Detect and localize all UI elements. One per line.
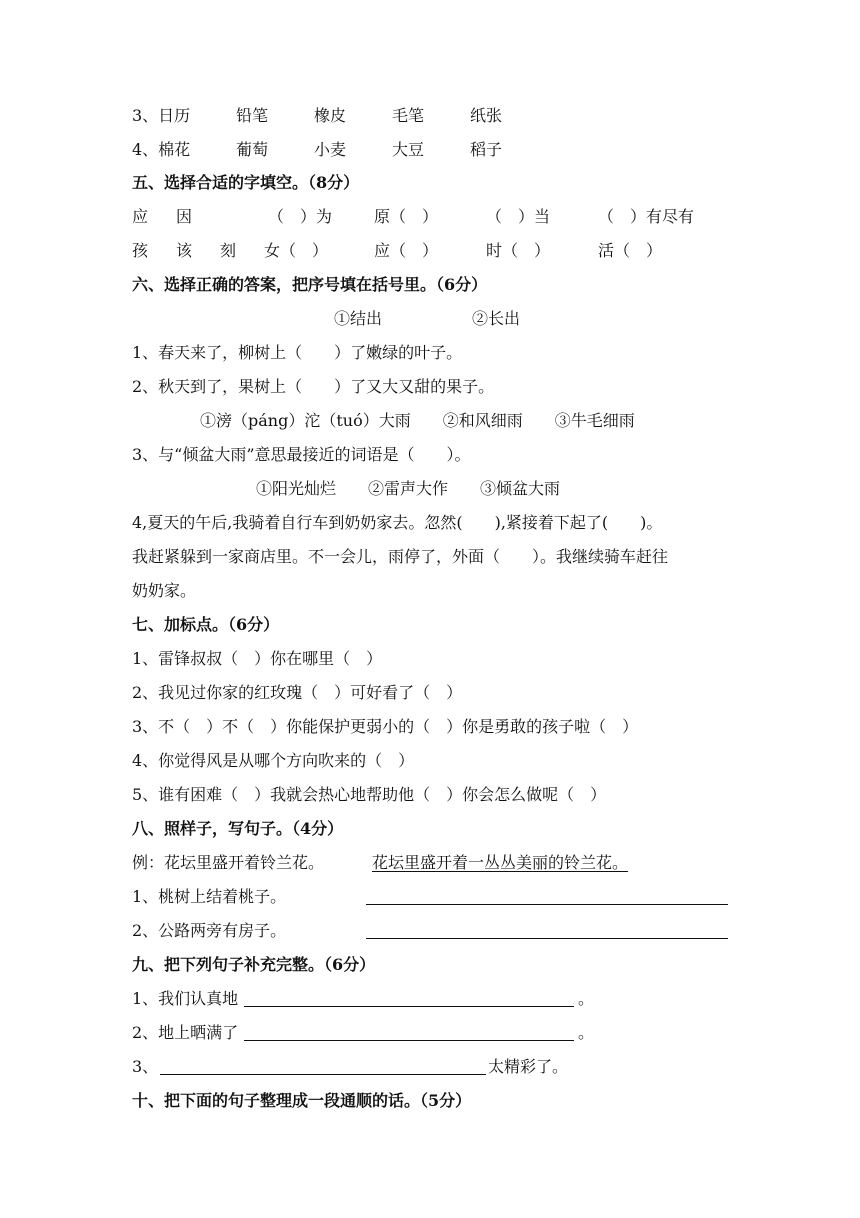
q4-row4-word-1: 4、棉花 [132,140,191,159]
q5-blank-wei: （ ）为 [268,207,333,226]
q4-row4-word-4: 大豆 [392,140,425,159]
q6-option-2: ②长出 [472,309,521,328]
q6-heading: 六、选择正确的答案，把序号填在括号里。（6分） [132,275,488,294]
q9-item-2-prefix: 2、地上晒满了 [132,1023,239,1042]
q4-row4-word-3: 小麦 [314,140,347,159]
q4-row4-word-5: 稻子 [470,140,503,159]
q5-blank-dang: （ ）当 [486,207,551,226]
q8-item-2-answer-line[interactable] [366,938,728,939]
q7-item-5: 5、谁有困难（ ）我就会热心地帮助他（ ）你会怎么做呢（ ） [132,785,607,804]
q7-heading: 七、加标点。（6分） [132,615,280,634]
q8-heading: 八、照样子，写句子。（4分） [132,819,344,838]
q4-row3-word-4: 毛笔 [392,106,425,125]
q9-item-2-answer-line[interactable] [244,1040,574,1041]
q7-item-4: 4、你觉得风是从哪个方向吹来的（ ） [132,751,415,770]
q9-item-3-suffix: 太精彩了。 [488,1057,569,1076]
q6-sentence-3: 3、与“倾盆大雨”意思最接近的词语是（ ）。 [132,445,471,464]
q8-item-1: 1、桃树上结着桃子。 [132,887,287,906]
q4-row3-word-1: 3、日历 [132,106,191,125]
q10-heading: 十、把下面的句子整理成一段通顺的话。（5分） [132,1091,472,1110]
q4-row4-word-2: 葡萄 [236,140,269,159]
q9-item-3-answer-line[interactable] [160,1074,486,1075]
q9-item-1-answer-line[interactable] [244,1006,574,1007]
q5-char-ke: 刻 [220,241,237,260]
q6-sentence-2: 2、秋天到了，果树上（ ）了又大又甜的果子。 [132,377,495,396]
q5-blank-huo: 活（ ） [598,241,663,260]
q8-item-2: 2、公路两旁有房子。 [132,921,287,940]
q6-sentence-4-line-2: 我赶紧躲到一家商店里。不一会儿，雨停了，外面（ ）。我继续骑车赶往 [132,547,669,566]
q8-item-1-answer-line[interactable] [366,904,728,905]
q5-blank-youjin: （ ）有尽有 [598,207,695,226]
q7-item-2: 2、我见过你家的红玫瑰（ ）可好看了（ ） [132,683,463,702]
q4-row3-word-2: 铅笔 [236,106,269,125]
q6-option-1: ①结出 [334,309,383,328]
q7-item-1: 1、雷锋叔叔（ ）你在哪里（ ） [132,649,383,668]
q5-blank-yuan: 原（ ） [374,207,439,226]
q8-example-label: 例：花坛里盛开着铃兰花。 [132,853,325,872]
q9-item-1-suffix: 。 [578,989,595,1008]
q6-options-rain: ①滂（páng）沱（tuó）大雨 ②和风细雨 ③牛毛细雨 [200,411,635,430]
q5-blank-shi: 时（ ） [486,241,551,260]
q5-char-gai: 该 [176,241,193,260]
q5-char-hai: 孩 [132,241,149,260]
q5-blank-ying: 应（ ） [374,241,439,260]
q6-sentence-4-line-3: 奶奶家。 [132,581,197,600]
q5-char-ying: 应 [132,207,149,226]
q9-item-3-prefix: 3、 [132,1057,159,1076]
q4-row3-word-5: 纸张 [470,106,503,125]
q4-row3-word-3: 橡皮 [314,106,347,125]
q6-sentence-1: 1、春天来了，柳树上（ ）了嫩绿的叶子。 [132,343,463,362]
q8-example-answer: 花坛里盛开着一丛丛美丽的铃兰花。 [372,853,629,872]
q5-heading: 五、选择合适的字填空。（8分） [132,173,360,192]
q9-item-1-prefix: 1、我们认真地 [132,989,239,1008]
q5-char-yin: 因 [176,207,193,226]
q7-item-3: 3、不（ ）不（ ）你能保护更弱小的（ ）你是勇敢的孩子啦（ ） [132,717,639,736]
q6-options-weather: ①阳光灿烂 ②雷声大作 ③倾盆大雨 [256,479,561,498]
q5-blank-nv: 女（ ） [264,241,329,260]
q9-item-2-suffix: 。 [578,1023,595,1042]
q6-sentence-4-line-1: 4,夏天的午后,我骑着自行车到奶奶家去。忽然( ),紧接着下起了( )。 [132,513,663,532]
q9-heading: 九、把下列句子补充完整。（6分） [132,955,376,974]
